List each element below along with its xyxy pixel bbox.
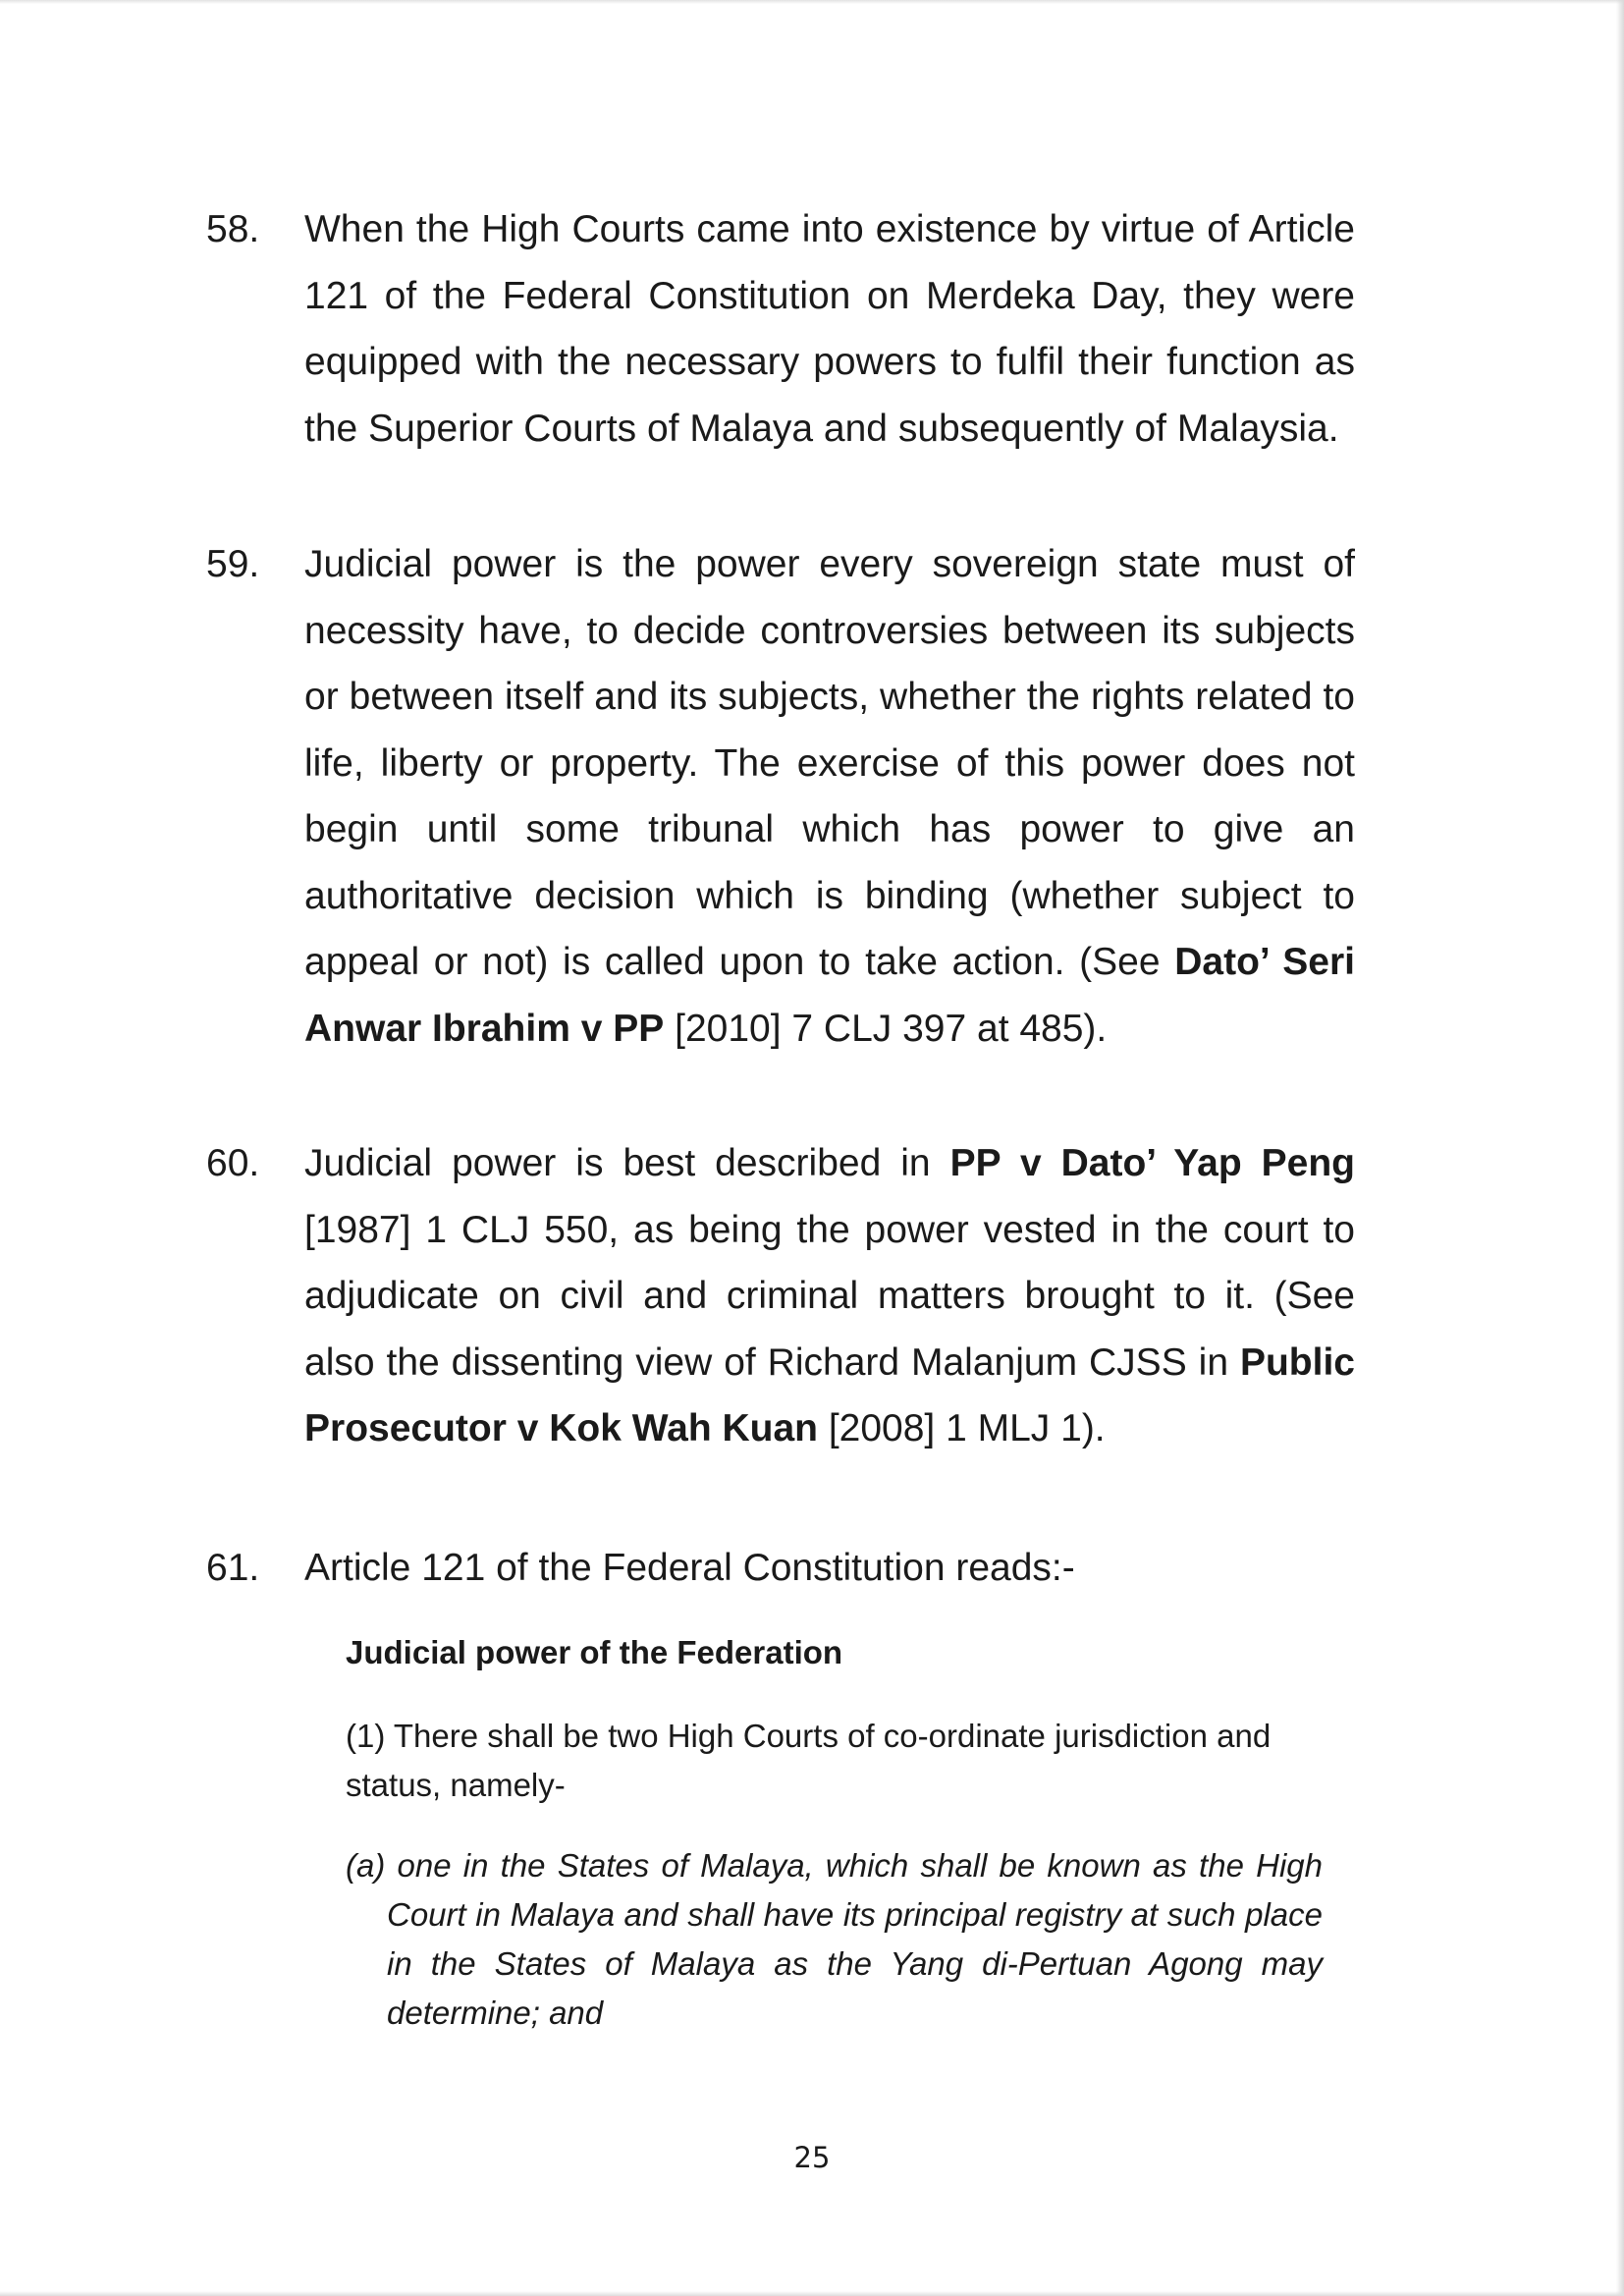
paragraph-text: Judicial power is the power every sovereign state must of necessity have, to decide controversies between its subjects or between itself and its subjects, whether the rights related to life, liberty or property. The exercise of this power does not begin until some tribunal which has power to give an authoritative decision which is binding (whether subject to appeal or not) is called upon to take action. (See — [304, 543, 1355, 983]
page-number: 25 — [793, 2141, 831, 2174]
paragraph-number: 61. — [206, 1547, 260, 1589]
quote-clause-a — [346, 1841, 1323, 2038]
quote-clause-1: (1) There shall be two High Courts of co-ordinate jurisdiction and status, namely- — [346, 1718, 1272, 1803]
paragraph-text: [1987] 1 CLJ 550, as being the power vested in the court to adjudicate on civil and criminal matters brought to it. (See also the dissenting view of Richard Malanjum CJSS in — [304, 1208, 1355, 1384]
paragraph-58 — [206, 196, 1355, 462]
paragraph-body — [304, 531, 1355, 1062]
case-name: Public Prosecutor v Kok Wah Kuan — [304, 1340, 1355, 1449]
paragraph-number: 60. — [206, 1142, 260, 1184]
case-name: PP v Dato’ Yap Peng — [949, 1142, 1355, 1184]
scan-edge-right — [1616, 0, 1624, 2296]
paragraph-text: Judicial power is best described in — [304, 1142, 950, 1184]
scan-edge-bottom — [0, 2291, 1624, 2296]
paragraph-text: When the High Courts came into existence by virtue of Article 121 of the Federal Constitution on Merdeka Day, they were equipped with the necessary powers to fulfil their function as the Superior Courts of Malaya and subsequently of Malaysia. — [304, 208, 1355, 450]
case-citation: [2010] 7 CLJ 397 at 485). — [664, 1007, 1108, 1050]
quote-clause-a-text: (a) one in the States of Malaya, which shall be known as the High Court in Malaya and shall have its principal registry at such place in the States of Malaya as the Yang di-Pertuan Agong may determine; and — [346, 1847, 1323, 2031]
paragraph-body — [304, 1130, 1355, 1462]
paragraph-59 — [206, 531, 1355, 1062]
scan-edge-top — [0, 0, 1624, 4]
paragraph-number: 58. — [206, 208, 260, 250]
case-name: Dato’ Seri Anwar Ibrahim v PP — [304, 941, 1356, 1050]
paragraph-number: 59. — [206, 543, 260, 585]
quote-heading: Judicial power of the Federation — [346, 1634, 843, 1670]
paragraph-61 — [206, 1535, 1355, 1602]
paragraph-text: Article 121 of the Federal Constitution reads:- — [304, 1547, 1075, 1589]
paragraph-60 — [206, 1130, 1355, 1462]
case-citation: [2008] 1 MLJ 1). — [817, 1407, 1106, 1449]
